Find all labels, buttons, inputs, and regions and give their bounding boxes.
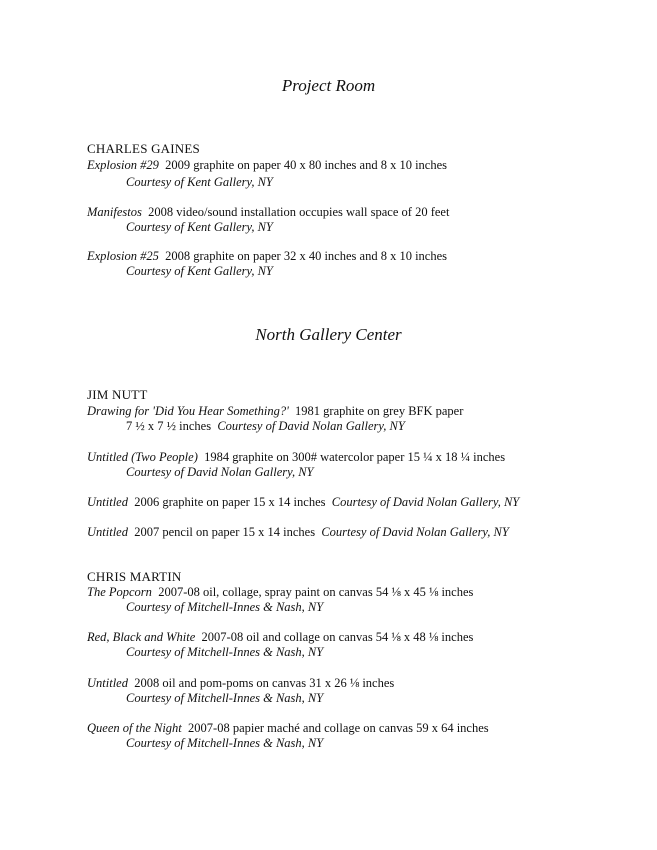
- work-details: 2007-08 oil, collage, spray paint on canvas 54 ⅛ x 45 ⅛ inches: [158, 585, 474, 599]
- work-line: [87, 205, 449, 220]
- work-courtesy: Courtesy of Mitchell-Innes & Nash, NY: [126, 600, 324, 614]
- work-title: Untitled: [87, 676, 128, 690]
- work-courtesy-line: [126, 736, 323, 751]
- work-details: 2008 graphite on paper 32 x 40 inches and 8 x 10 inches: [165, 249, 448, 263]
- work-line: [87, 676, 394, 691]
- work-details-continued: 7 ½ x 7 ½ inches: [126, 419, 212, 433]
- work-line: [87, 585, 473, 600]
- work-line: [87, 404, 463, 419]
- work-courtesy-line: [126, 264, 273, 279]
- artist-name-chris-martin: CHRIS MARTIN: [87, 569, 182, 584]
- work-line: [87, 721, 489, 736]
- work-courtesy-line: [126, 419, 405, 434]
- work-courtesy: Courtesy of Mitchell-Innes & Nash, NY: [126, 736, 324, 750]
- work-courtesy: Courtesy of David Nolan Gallery, NY: [126, 465, 314, 479]
- work-courtesy-line: [126, 645, 323, 660]
- work-details: 2006 graphite on paper 15 x 14 inches: [134, 495, 326, 509]
- work-title: Explosion #29: [87, 158, 159, 172]
- work-title: Untitled: [87, 495, 128, 509]
- section-title-north-gallery-center: North Gallery Center: [255, 325, 402, 344]
- work-details: 2007-08 papier maché and collage on canvas 59 x 64 inches: [188, 721, 489, 735]
- work-title: Queen of the Night: [87, 721, 182, 735]
- work-title: Untitled: [87, 525, 128, 539]
- work-title: Explosion #25: [87, 249, 159, 263]
- work-title: Untitled (Two People): [87, 450, 198, 464]
- work-line: [87, 495, 519, 510]
- work-line: [87, 158, 447, 173]
- section-title-project-room: Project Room: [281, 76, 376, 95]
- work-title: The Popcorn: [87, 585, 152, 599]
- work-courtesy-line: [126, 465, 314, 480]
- work-line: [87, 525, 509, 540]
- work-courtesy: Courtesy of Kent Gallery, NY: [126, 264, 273, 278]
- work-courtesy: Courtesy of Mitchell-Innes & Nash, NY: [126, 645, 324, 659]
- work-details: 2007 pencil on paper 15 x 14 inches: [134, 525, 316, 539]
- work-title: Drawing for 'Did You Hear Something?': [87, 404, 289, 418]
- work-details: 2007-08 oil and collage on canvas 54 ⅛ x 48 ⅛ inches: [201, 630, 474, 644]
- work-title: Red, Black and White: [87, 630, 196, 644]
- work-courtesy: Courtesy of David Nolan Gallery, NY: [331, 495, 520, 509]
- work-courtesy-line: [126, 600, 323, 615]
- work-details: 2008 oil and pom-poms on canvas 31 x 26 ⅛ inches: [134, 676, 395, 690]
- work-details: 1984 graphite on 300# watercolor paper 15 ¼ x 18 ¼ inches: [204, 450, 506, 464]
- artist-name-charles-gaines: CHARLES GAINES: [87, 141, 200, 156]
- work-courtesy: Courtesy of David Nolan Gallery, NY: [217, 419, 405, 433]
- work-courtesy-line: [126, 220, 273, 235]
- work-courtesy: Courtesy of David Nolan Gallery, NY: [321, 525, 509, 539]
- work-courtesy-line: [126, 691, 323, 706]
- work-courtesy: Courtesy of Mitchell-Innes & Nash, NY: [126, 691, 324, 705]
- work-details: 1981 graphite on grey BFK paper: [295, 404, 464, 418]
- work-line: [87, 249, 447, 264]
- work-title: Manifestos: [87, 205, 142, 219]
- work-courtesy: Courtesy of Kent Gallery, NY: [126, 175, 273, 189]
- work-courtesy-line: [126, 175, 273, 190]
- work-line: [87, 450, 505, 465]
- artist-name-jim-nutt: JIM NUTT: [87, 387, 148, 402]
- work-courtesy: Courtesy of Kent Gallery, NY: [126, 220, 273, 234]
- work-details: 2009 graphite on paper 40 x 80 inches and 8 x 10 inches: [165, 158, 448, 172]
- work-line: [87, 630, 473, 645]
- work-details: 2008 video/sound installation occupies wall space of 20 feet: [148, 205, 450, 219]
